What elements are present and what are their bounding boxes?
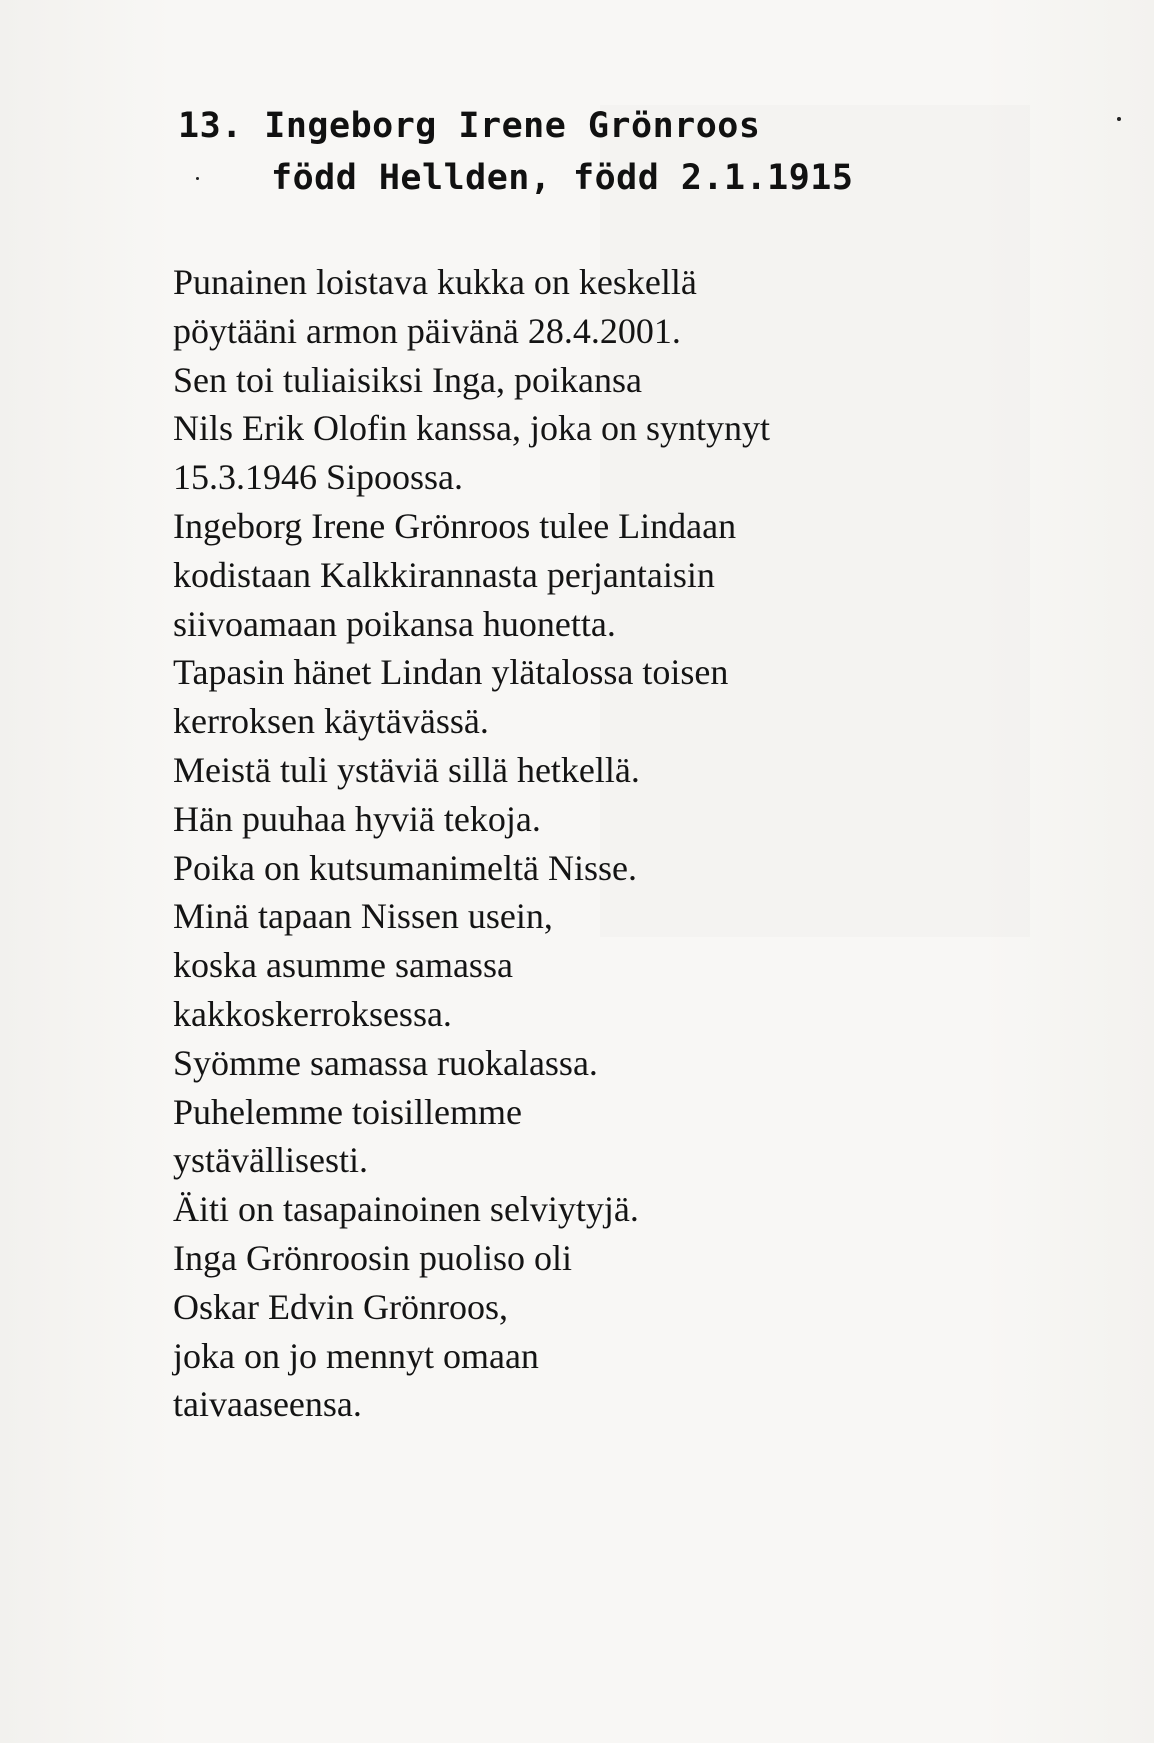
text-line: taivaaseensa. — [173, 1384, 362, 1425]
text-line: Ingeborg Irene Grönroos tulee Lindaan — [173, 505, 737, 546]
text-line: 15.3.1946 Sipoossa. — [173, 457, 464, 498]
text-line: Inga Grönroosin puoliso oli — [173, 1237, 572, 1278]
section-heading — [178, 100, 853, 204]
text-line: joka on jo mennyt omaan — [173, 1335, 539, 1376]
text-line: Syömme samassa ruokalassa. — [173, 1042, 598, 1083]
text-line: kodistaan Kalkkirannasta perjantaisin — [173, 554, 715, 595]
text-line: Äiti on tasapainoinen selviytyjä. — [173, 1189, 639, 1230]
text-line: Meistä tuli ystäviä sillä hetkellä. — [173, 749, 640, 790]
text-line: Sen toi tuliaisiksi Inga, poikansa — [173, 359, 642, 400]
text-line: Poika on kutsumanimeltä Nisse. — [173, 847, 637, 888]
speck-top-right — [1117, 117, 1121, 121]
text-line: kakkoskerroksessa. — [173, 993, 452, 1034]
text-line: pöytääni armon päivänä 28.4.2001. — [173, 310, 681, 351]
poem-body — [173, 258, 1073, 1429]
text-line: Tapasin hänet Lindan ylätalossa toisen — [173, 652, 729, 693]
text-line: Hän puuhaa hyviä tekoja. — [173, 798, 541, 839]
text-line: siivoamaan poikansa huonetta. — [173, 603, 616, 644]
text-line: Puhelemme toisillemme — [173, 1091, 522, 1132]
text-line: ystävällisesti. — [173, 1140, 368, 1181]
text-line: Nils Erik Olofin kanssa, joka on syntynyt — [173, 408, 770, 449]
text-line: koska asumme samassa — [173, 945, 513, 986]
heading-title: 13. Ingeborg Irene Grönroos — [178, 106, 761, 146]
text-line: Oskar Edvin Grönroos, — [173, 1286, 508, 1327]
heading-subtitle: född Hellden, född 2.1.1915 — [271, 158, 854, 198]
text-line: Punainen loistava kukka on keskellä — [173, 262, 697, 302]
text-line: kerroksen käytävässä. — [173, 701, 489, 742]
text-line: Minä tapaan Nissen usein, — [173, 896, 553, 937]
